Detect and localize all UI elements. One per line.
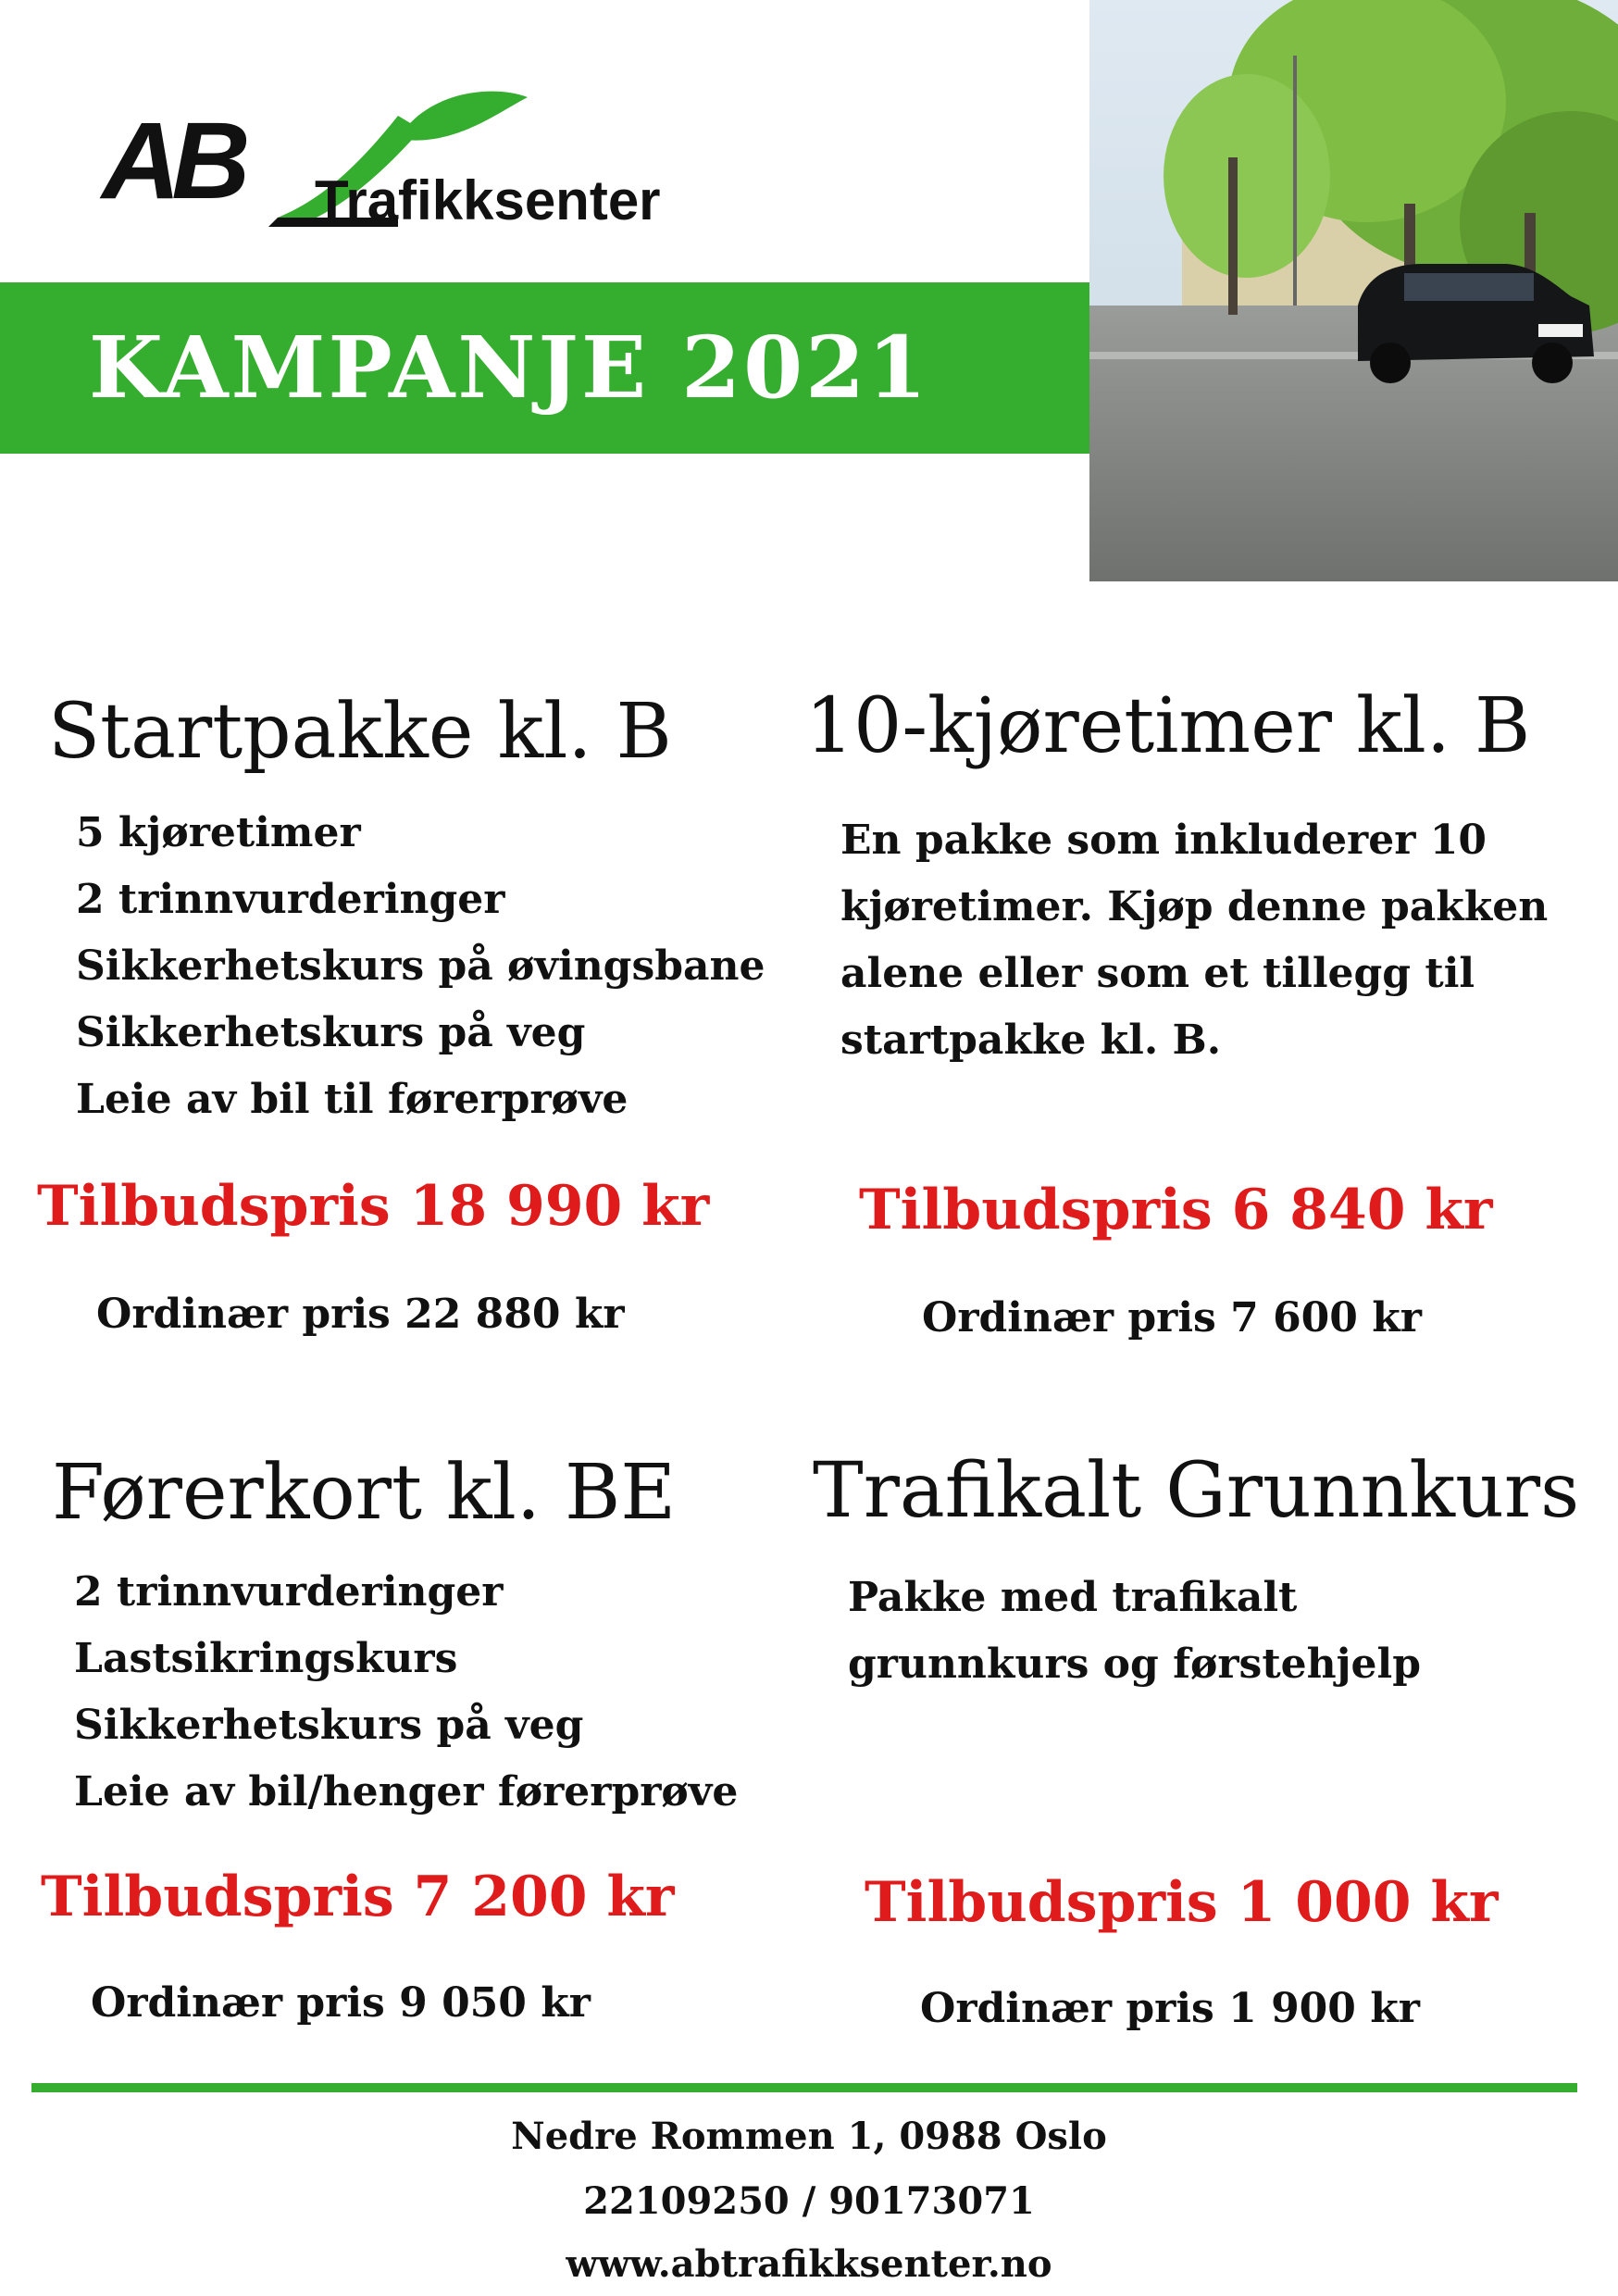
footer-website[interactable]: www.abtrafikksenter.no: [566, 2242, 1052, 2286]
list-item: Lastsikringskurs: [74, 1635, 458, 1682]
package-description: En pakke som inkluderer 10 kjøretimer. Kjøp denne pakken alene eller som et tillegg til startpakke kl. B.: [840, 817, 1549, 1064]
footer-phone: 22109250 / 90173071: [583, 2179, 1035, 2223]
package-title: 10-kjøretimer kl. B: [805, 682, 1531, 770]
list-item: 2 trinnvurderinger: [76, 876, 505, 923]
logo-subtitle: Trafikksenter: [315, 169, 661, 231]
regular-price: Ordinær pris 7 600 kr: [922, 1294, 1422, 1341]
package-title: Førerkort kl. BE: [52, 1449, 677, 1537]
regular-price: Ordinær pris 22 880 kr: [96, 1291, 625, 1338]
list-item: Sikkerhetskurs på øvingsbane: [76, 942, 765, 990]
logo-letters: AB: [102, 100, 242, 222]
regular-price: Ordinær pris 1 900 kr: [920, 1985, 1420, 2032]
package-title: Trafikalt Grunnkurs: [813, 1447, 1580, 1535]
list-item: 5 kjøretimer: [76, 809, 361, 856]
list-item: 2 trinnvurderinger: [74, 1568, 504, 1616]
package-title: Startpakke kl. B: [48, 688, 672, 776]
regular-price: Ordinær pris 9 050 kr: [91, 1979, 591, 2027]
list-item: Leie av bil til førerprøve: [76, 1076, 629, 1123]
offer-price: Tilbudspris 6 840 kr: [859, 1178, 1493, 1242]
banner-title: KAMPANJE 2021: [89, 318, 930, 418]
list-item: Sikkerhetskurs på veg: [74, 1702, 584, 1749]
company-logo: [93, 88, 666, 236]
list-item: Leie av bil/henger førerprøve: [74, 1768, 739, 1816]
package-item-list: [74, 1559, 738, 1826]
offer-price: Tilbudspris 1 000 kr: [865, 1870, 1499, 1935]
campaign-banner: [0, 282, 1196, 454]
list-item: Sikkerhetskurs på veg: [76, 1009, 586, 1056]
package-description: Pakke med trafikalt grunnkurs og førstehjelp: [848, 1574, 1422, 1688]
offer-price: Tilbudspris 18 990 kr: [37, 1174, 710, 1239]
footer-address: Nedre Rommen 1, 0988 Oslo: [511, 2115, 1107, 2158]
car-photo: [1089, 0, 1618, 581]
package-item-list: [76, 800, 765, 1133]
footer-divider: [31, 2083, 1577, 2092]
offer-price: Tilbudspris 7 200 kr: [41, 1865, 675, 1929]
